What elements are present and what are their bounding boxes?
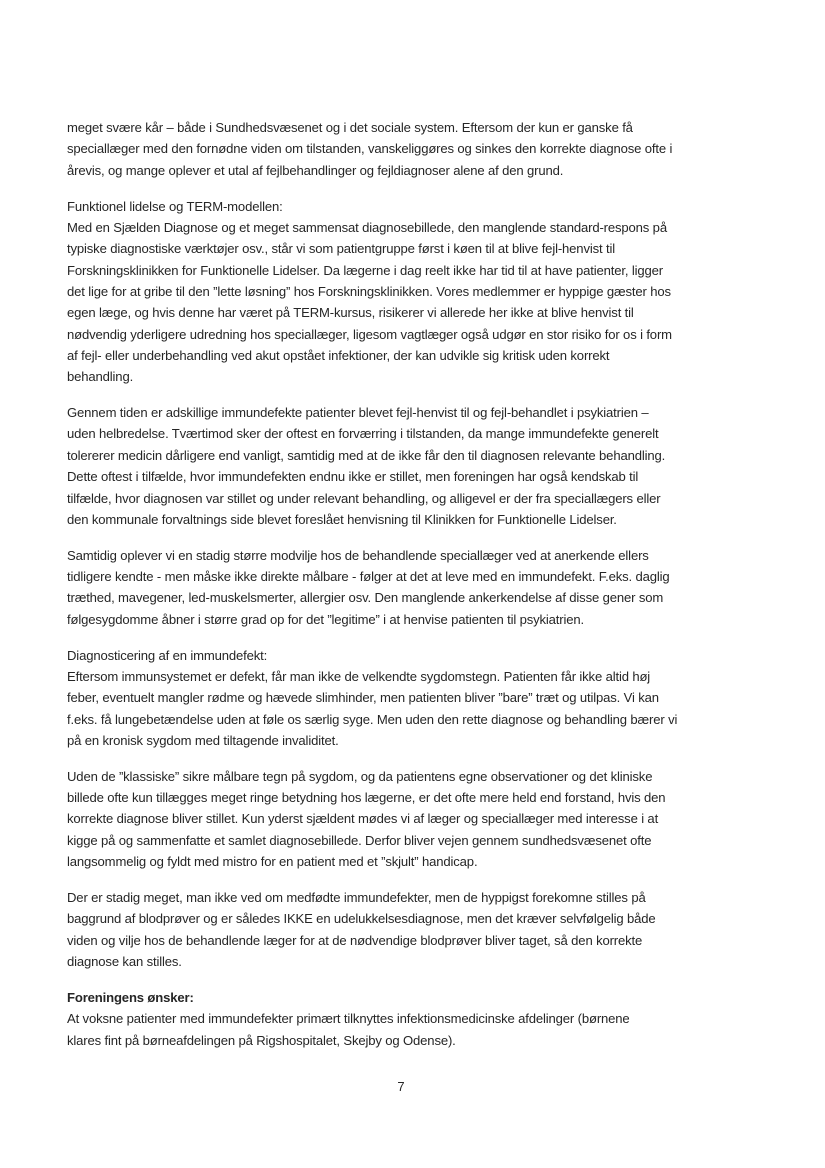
text-line: typiske diagnostiske værktøjer osv., står vi som patientgruppe først i køen til at blive fejl-henvist til	[67, 241, 615, 257]
text-line: Gennem tiden er adskillige immundefekte patienter blevet fejl-henvist til og fejl-behandlet i psykiatrien –	[67, 405, 649, 421]
paragraph	[67, 987, 767, 1051]
text-line: egen læge, og hvis denne har været på TERM-kursus, risikerer vi allerede her ikke at blive henvist til	[67, 305, 634, 321]
section-heading: Diagnosticering af en immundefekt:	[67, 647, 268, 663]
text-line: træthed, mavegener, led-muskelsmerter, allergier osv. Den manglende ankerkendelse af disse gener som	[67, 590, 664, 606]
paragraph	[67, 645, 767, 752]
text-line: af fejl- eller underbehandling ved akut opstået infektioner, der kan udvikle sig kritisk uden korrekt	[67, 347, 610, 363]
paragraph	[67, 545, 767, 630]
text-line: behandling.	[67, 369, 134, 385]
paragraph	[67, 887, 767, 972]
text-line: tidligere kendte - men måske ikke direkte målbare - følger at det at leve med en immundefekt. F.eks. daglig	[67, 569, 670, 585]
text-line: viden og vilje hos de behandlende læger for at de nødvendige blodprøver bliver taget, så den korrekte	[67, 932, 643, 948]
text-line: At voksne patienter med immundefekter primært tilknyttes infektionsmedicinske afdelinger (børnene	[67, 1011, 630, 1027]
text-line: baggrund af blodprøver og er således IKKE en udelukkelsesdiagnose, men det kræver selvfølgelig både	[67, 911, 656, 927]
text-line: uden helbredelse. Tværtimod sker der oftest en forværring i tilstanden, da mange immundefekte generelt	[67, 426, 659, 442]
text-line: billede ofte kun tillægges meget ringe betydning hos lægerne, er det ofte mere held end forstand, hvis den	[67, 790, 666, 806]
text-line: Med en Sjælden Diagnose og et meget sammensat diagnosebillede, den manglende standard-respons på	[67, 219, 667, 235]
text-line: tolererer medicin dårligere end vanligt, samtidig med at de ikke får den til diagnosen relevante behandling.	[67, 447, 666, 463]
text-line: nødvendig yderligere udredning hos speciallæger, ligesom vagtlæger også udgør en stor risiko for os i form	[67, 326, 672, 342]
text-line: feber, eventuelt mangler rødme og hævede slimhinder, men patienten bliver ”bare” træt og utilpas. Vi kan	[67, 690, 659, 706]
text-line: Dette oftest i tilfælde, hvor immundefekten endnu ikke er stillet, men foreningen har også kendskab til	[67, 469, 639, 485]
document-page	[67, 117, 767, 1065]
text-line: diagnose kan stilles.	[67, 954, 182, 970]
text-line: Uden de ”klassiske” sikre målbare tegn på sygdom, og da patientens egne observationer og det kliniske	[67, 768, 653, 784]
text-line: på en kronisk sygdom med tiltagende invaliditet.	[67, 732, 339, 748]
text-line: årevis, og mange oplever et utal af fejlbehandlinger og fejldiagnoser alene af den grund.	[67, 162, 564, 178]
paragraph	[67, 117, 767, 181]
paragraph	[67, 196, 767, 388]
text-line: langsommelig og fyldt med mistro for en patient med et ”skjult” handicap.	[67, 854, 478, 870]
paragraph	[67, 402, 767, 530]
text-line: det lige for at gribe til den ”lette løsning” hos Forskningsklinikken. Vores medlemmer er hyppige gæster hos	[67, 283, 671, 299]
section-heading: Foreningens ønsker:	[67, 989, 194, 1005]
section-heading: Funktionel lidelse og TERM-modellen:	[67, 198, 283, 214]
text-line: tilfælde, hvor diagnosen var stillet og under relevant behandling, og alligevel er der fra speciallægers eller	[67, 490, 661, 506]
page-number: 7	[397, 1079, 405, 1094]
text-line: speciallæger med den fornødne viden om tilstanden, vanskeliggøres og sinkes den korrekte diagnose ofte i	[67, 141, 673, 157]
text-line: Samtidig oplever vi en stadig større modvilje hos de behandlende speciallæger ved at anerkende ellers	[67, 547, 649, 563]
text-line: Forskningsklinikken for Funktionelle Lidelser. Da lægerne i dag reelt ikke har tid til at have patienter, ligger	[67, 262, 664, 278]
text-line: f.eks. få lungebetændelse uden at føle os særlig syge. Men uden den rette diagnose og behandling bærer vi	[67, 711, 678, 727]
text-line: kigge på og sammenfatte et samlet diagnosebillede. Derfor bliver vejen gennem sundhedsvæsenet ofte	[67, 832, 652, 848]
text-line: klares fint på børneafdelingen på Rigshospitalet, Skejby og Odense).	[67, 1032, 456, 1048]
text-line: korrekte diagnose bliver stillet. Kun yderst sjældent mødes vi af læger og speciallæger med interesse i at	[67, 811, 659, 827]
text-line: den kommunale forvaltnings side blevet foreslået henvisning til Klinikken for Funktionelle Lidelser.	[67, 511, 617, 527]
text-line: meget svære kår – både i Sundhedsvæsenet og i det sociale system. Eftersom der kun er ganske få	[67, 120, 633, 135]
text-line: Eftersom immunsystemet er defekt, får man ikke de velkendte sygdomstegn. Patienten får ikke altid høj	[67, 668, 651, 684]
text-line: Der er stadig meget, man ikke ved om medfødte immundefekter, men de hyppigst forekomne stilles på	[67, 890, 646, 905]
text-line: følgesygdomme åbner i større grad op for det ”legitime” i at henvise patienten til psykiatrien.	[67, 611, 585, 627]
paragraph	[67, 766, 767, 873]
